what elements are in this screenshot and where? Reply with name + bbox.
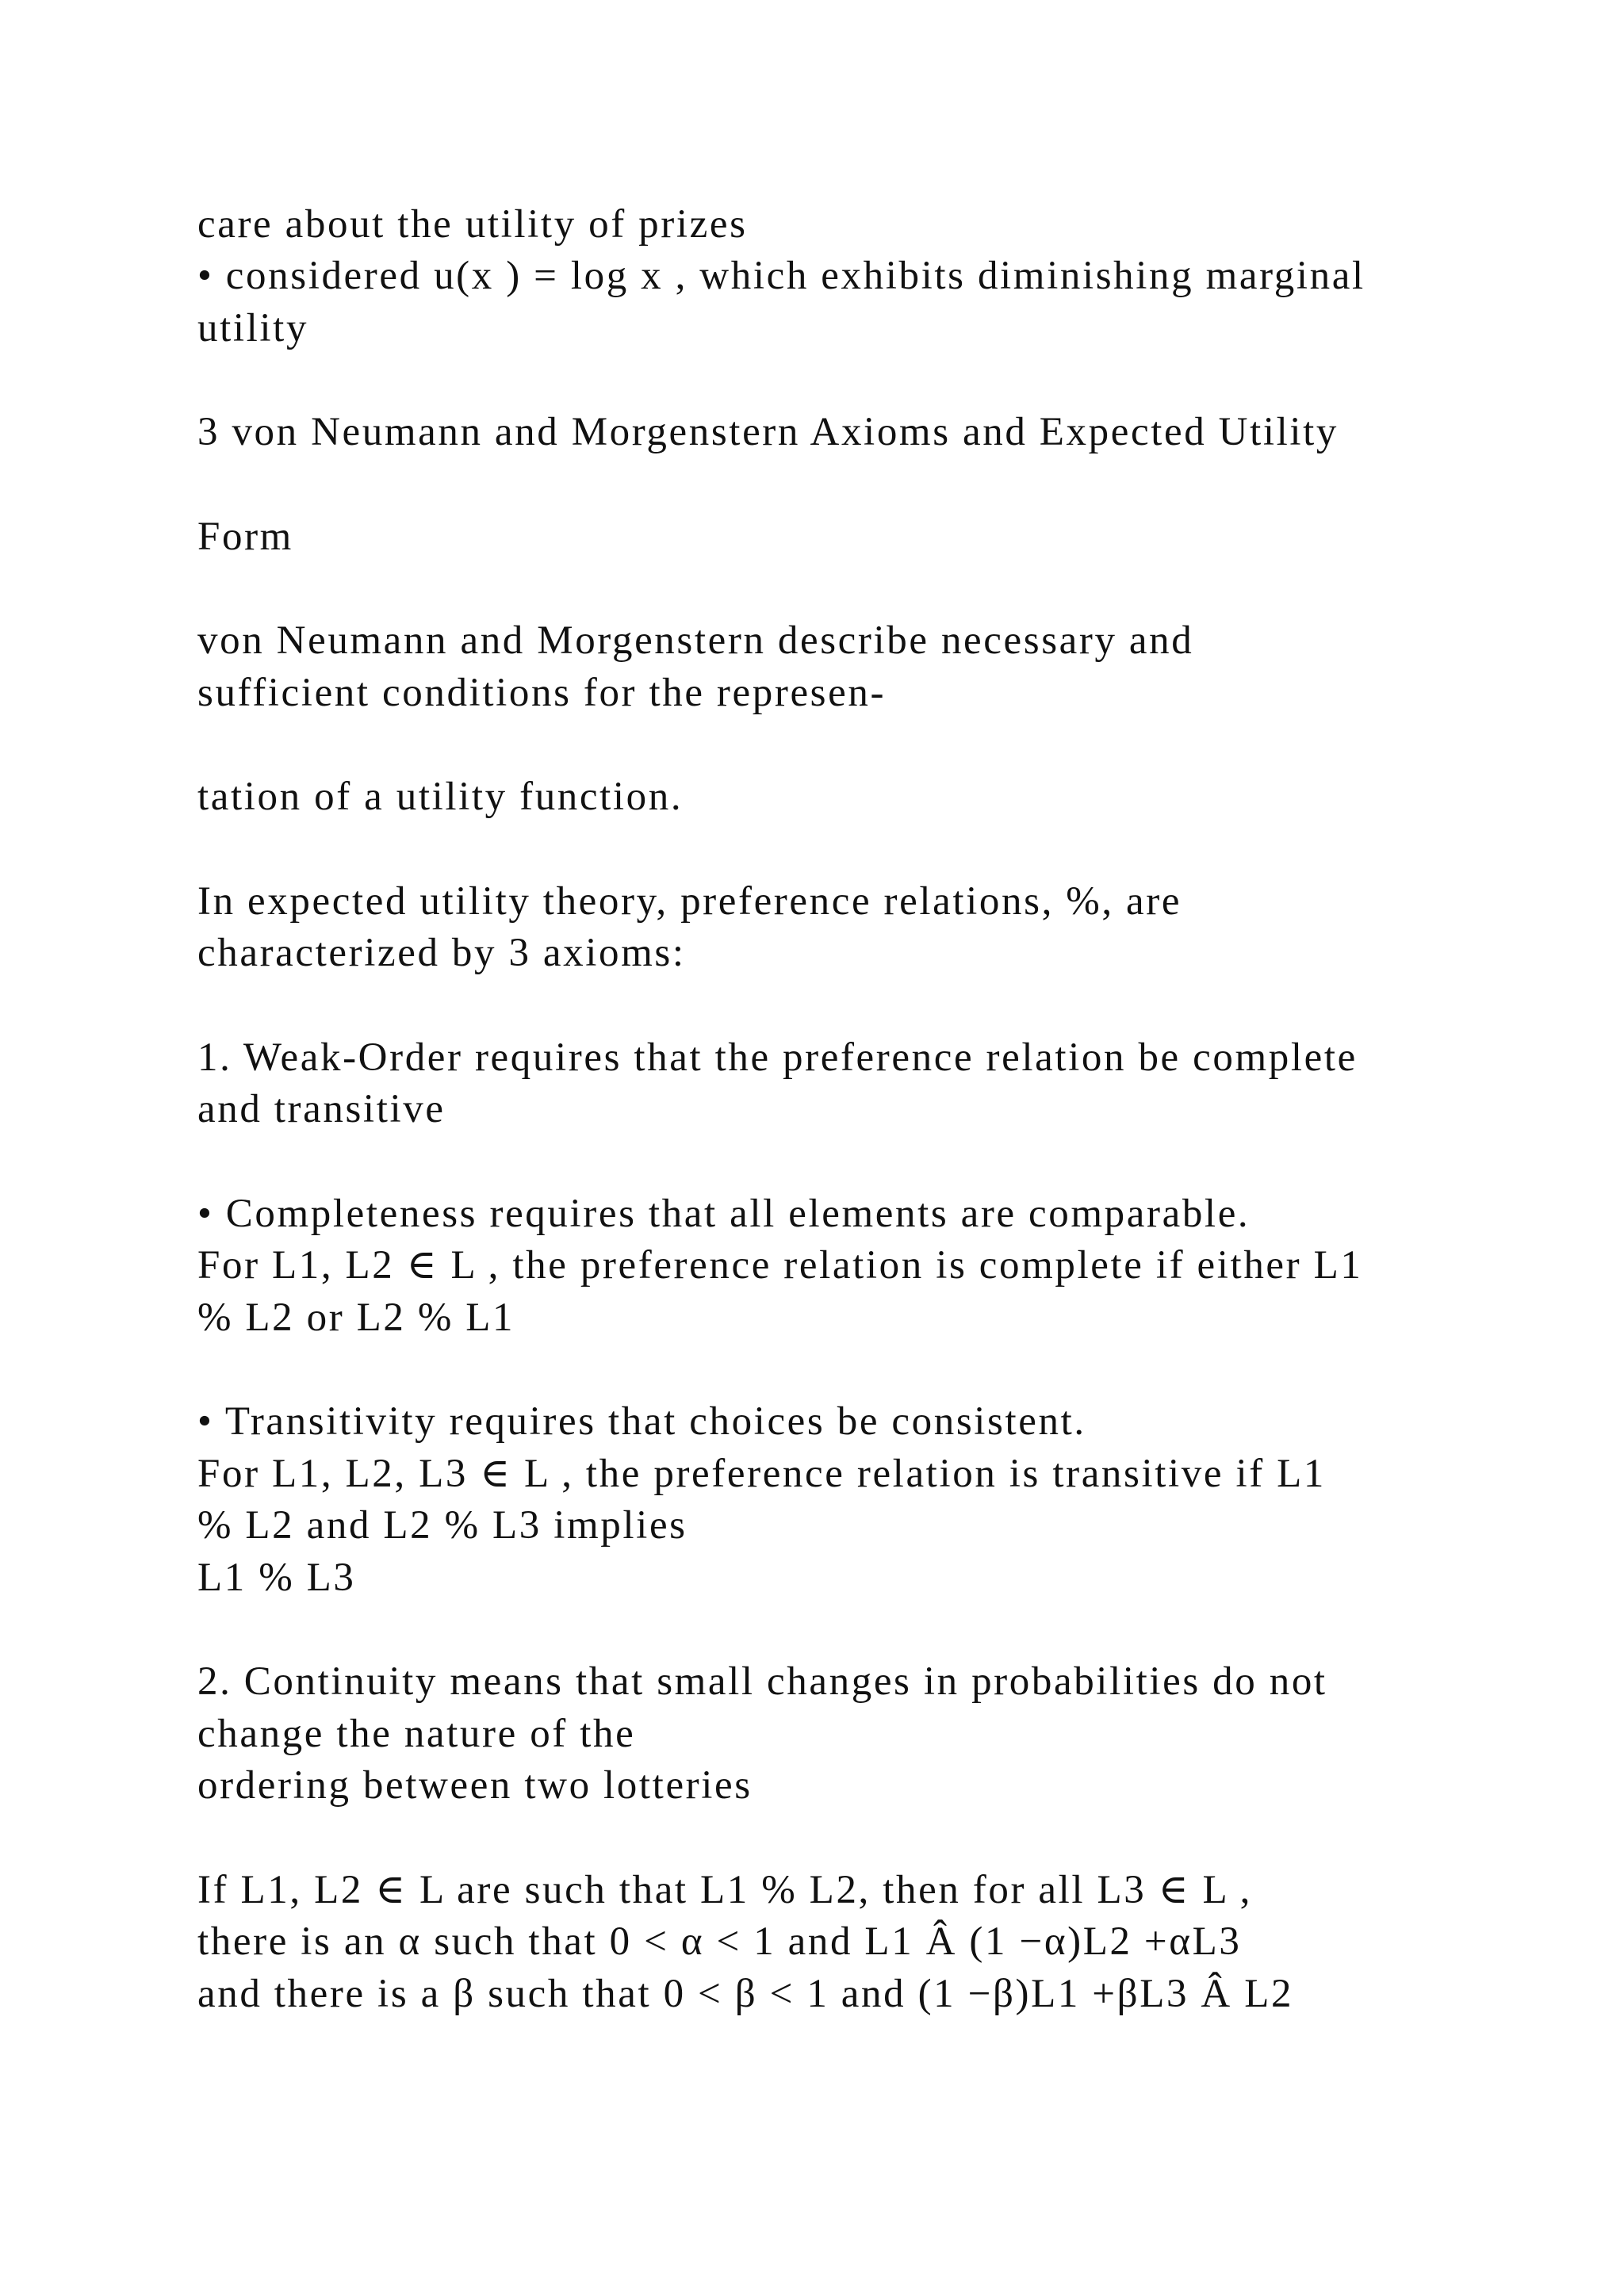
text-line: utility: [197, 306, 309, 350]
text-line: care about the utility of prizes: [197, 202, 748, 247]
text-line: • considered u(x ) = log x , which exhibits diminishing marginal: [197, 254, 1365, 298]
text-line: % L2 and L2 % L3 implies: [197, 1503, 688, 1548]
text-line: von Neumann and Morgenstern describe necessary and: [197, 618, 1194, 663]
text-line: If L1, L2 ∈ L are such that L1 % L2, then for all L3 ∈ L ,: [197, 1868, 1253, 1912]
text-line: For L1, L2 ∈ L , the preference relation is complete if either L1: [197, 1243, 1363, 1288]
section-heading: 3 von Neumann and Morgenstern Axioms and Expected Utility: [197, 410, 1339, 454]
text-line: change the nature of the: [197, 1712, 636, 1756]
text-line: sufficient conditions for the represen-: [197, 671, 887, 715]
text-line: characterized by 3 axioms:: [197, 931, 686, 975]
bullet-completeness: • Completeness requires that all elements are comparable.: [197, 1192, 1251, 1236]
axiom-continuity: 2. Continuity means that small changes in probabilities do not: [197, 1659, 1327, 1704]
text-line: there is an α such that 0 < α < 1 and L1 Â (1 −α)L2 +αL3: [197, 1919, 1242, 1964]
section-heading-continued: Form: [197, 515, 293, 559]
text-line: For L1, L2, L3 ∈ L , the preference relation is transitive if L1: [197, 1452, 1327, 1496]
text-line: tation of a utility function.: [197, 775, 684, 819]
bullet-transitivity: • Transitivity requires that choices be consistent.: [197, 1399, 1086, 1444]
text-line: % L2 or L2 % L1: [197, 1295, 515, 1340]
text-line: L1 % L3: [197, 1556, 356, 1600]
text-line: and transitive: [197, 1087, 446, 1131]
text-line: and there is a β such that 0 < β < 1 and (1 −β)L1 +βL3 Â L2: [197, 1972, 1294, 2016]
text-line: In expected utility theory, preference relations, %, are: [197, 879, 1182, 924]
axiom-weak-order: 1. Weak-Order requires that the preference relation be complete: [197, 1035, 1358, 1080]
text-line: ordering between two lotteries: [197, 1763, 753, 1808]
